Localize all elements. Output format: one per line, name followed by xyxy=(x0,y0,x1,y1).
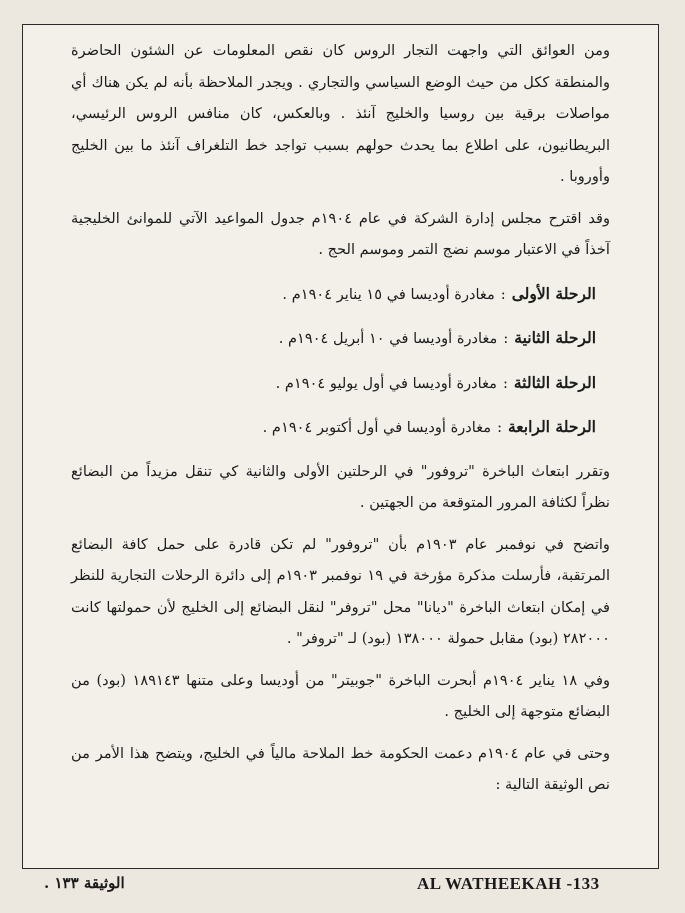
trip-colon: : xyxy=(502,374,508,392)
trip-text: مغادرة أوديسا في ١٥ يناير ١٩٠٤م . xyxy=(282,285,495,303)
trip-text: مغادرة أوديسا في أول أكتوبر ١٩٠٤م . xyxy=(262,419,492,436)
trip-label: الرحلة الثانية xyxy=(514,328,596,347)
trip-colon: : xyxy=(497,419,502,436)
trip-3 xyxy=(71,361,610,406)
trip-colon: : xyxy=(500,285,506,303)
trip-colon: : xyxy=(503,330,509,347)
trip-text: مغادرة أوديسا في ١٠ أبريل ١٩٠٤م . xyxy=(278,330,498,347)
trip-label: الرحلة الأولى xyxy=(511,283,596,303)
trip-2 xyxy=(71,316,610,361)
footer-english-page-label: AL WATHEEKAH -133 xyxy=(417,874,600,893)
trip-text: مغادرة أوديسا في أول يوليو ١٩٠٤م . xyxy=(275,374,497,392)
article-body xyxy=(71,35,610,858)
footer-arabic-page-label: الوثيقة ١٣٣ . xyxy=(44,874,125,892)
trip-label: الرحلة الثالثة xyxy=(513,372,596,392)
paragraph-1: ومن العوائق التي واجهت التجار الروس كان نقص المعلومات عن الشئون الحاضرة والمنطقة ككل من حيث الوضع السياسي والتجاري . ويجدر الملاحظة بأنه لم يكن هناك أي مواصلات برقية بين روسيا والخليج آنئذ . وبالعكس، كان منافس الروس الرئيسي، البريطانيون، على اطلاع بما يحدث حولهم بسبب تواجد خط التلغراف آنئذ ما بين الخليج وأوروبا . xyxy=(71,42,610,185)
paragraph-6: وحتى في عام ١٩٠٤م دعمت الحكومة خط الملاحة مالياً في الخليج، ويتضح هذا الأمر من نص الوثيقة التالية : xyxy=(71,744,610,793)
paragraph-3: وتقرر ابتعاث الباخرة "تروفور" في الرحلتين الأولى والثانية كي تنقل مزيداً من البضائع نظراً لكثافة المرور المتوقعة من الجهتين . xyxy=(71,462,610,511)
text-frame xyxy=(22,24,659,869)
paragraph-2: وقد اقترح مجلس إدارة الشركة في عام ١٩٠٤م جدول المواعيد الآتي للموانئ الخليجية آخذاً في الاعتبار موسم نضج التمر وموسم الحج . xyxy=(71,209,611,258)
trip-label: الرحلة الرابعة xyxy=(508,417,596,436)
paragraph-5: وفي ١٨ يناير ١٩٠٤م أبحرت الباخرة "جوبيتر" من أوديسا وعلى متنها ١٨٩١٤٣ (بود) من البضائع متوجهة إلى الخليج . xyxy=(71,671,610,720)
trip-4 xyxy=(71,405,610,450)
trip-1 xyxy=(71,272,610,317)
paragraph-4: واتضح في نوفمبر عام ١٩٠٣م بأن "تروفور" لم تكن قادرة على حمل كافة البضائع المرتقبة، فأرسلت مذكرة مؤرخة في ١٩ نوفمبر ١٩٠٣م إلى دائرة الرحلات التجارية للنظر في إمكان ابتعاث الباخرة "ديانا" محل "تروفر" لنقل البضائع إلى الخليج لأن حمولتها كانت ٢٨٢٠٠٠ (بود) مقابل حمولة ١٣٨٠٠٠ (بود) لـ "تروفر" . xyxy=(71,535,611,647)
